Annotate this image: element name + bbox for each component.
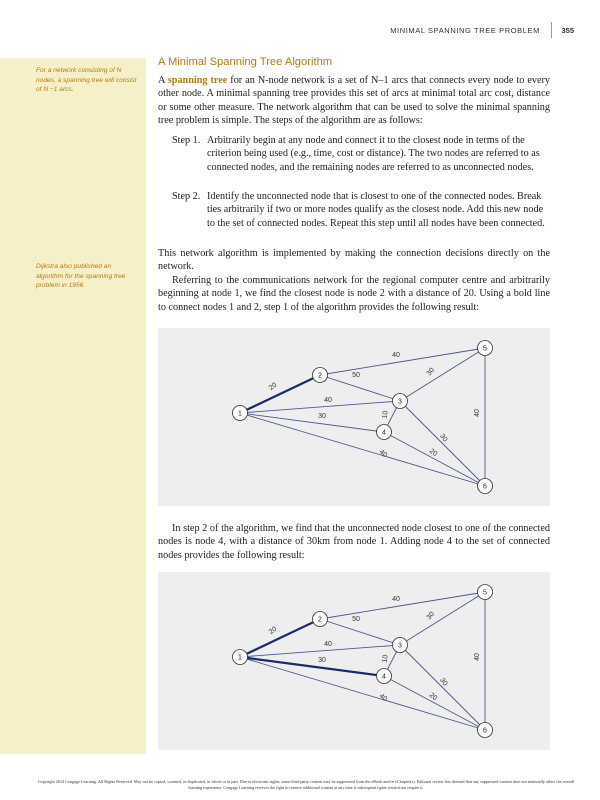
network-diagram-step1 — [158, 328, 550, 506]
node-label-6: 6 — [483, 727, 487, 735]
edge-1-2 — [240, 616, 322, 657]
node-label-3: 3 — [398, 642, 402, 650]
step-1-text: Arbitrarily begin at any node and connect it to the closest node in terms of the criterion being used (e.g., time, cost or distance). The two nodes are referred to as connected nodes, and the remaining nodes are referred to as unconnected nodes. — [207, 135, 540, 173]
margin-note-band-1 — [0, 58, 146, 754]
node-4 — [377, 425, 392, 440]
edge-2-3 — [318, 372, 400, 401]
edge-label-3-5: 30 — [425, 610, 437, 622]
network-diagram-step2 — [158, 572, 550, 750]
edge-3-5 — [400, 345, 487, 401]
paragraph-implementation: This network algorithm is implemented by making the connection decisions directly on the network. — [158, 248, 550, 273]
edge-label-1-2: 20 — [267, 625, 279, 636]
node-3 — [393, 394, 408, 409]
node-label-3: 3 — [398, 398, 402, 406]
node-5 — [478, 585, 493, 600]
margin-note-1: For a network consisting of N nodes, a spanning tree will consist of N −1 arcs. — [36, 67, 137, 93]
node-2 — [313, 612, 328, 627]
step-2 — [172, 190, 550, 230]
edge-label-3-5: 30 — [425, 366, 437, 378]
node-label-1: 1 — [238, 410, 242, 418]
node-label-6: 6 — [483, 483, 487, 491]
edge-1-4 — [238, 654, 384, 676]
intro-paragraph — [158, 74, 550, 128]
node-label-2: 2 — [318, 372, 322, 380]
intro-rest: for an N-node network is a set of N–1 arcs that connects every node to every other node. A minimal spanning tree provides this set of arcs at minimal total arc cost, distance or some other measure. The network algorithm that can be used to solve the minimal spanning tree problem is simple. The steps of the algorithm are as follows: — [158, 75, 551, 127]
edge-label-3-6: 30 — [438, 676, 449, 688]
edge-label-1-3: 40 — [324, 641, 332, 648]
edge-label-1-3: 40 — [324, 397, 332, 404]
node-5 — [478, 341, 493, 356]
edge-label-3-4: 10 — [381, 410, 390, 420]
edge-label-4-6: 20 — [427, 447, 439, 459]
edge-label-3-4: 10 — [381, 654, 390, 664]
node-1 — [233, 406, 248, 421]
edge-2-3 — [318, 616, 400, 645]
edge-label-2-5: 40 — [392, 596, 400, 603]
node-label-5: 5 — [483, 345, 487, 353]
copyright-footer: Copyright 2014 Cengage Learning. All Rights Reserved. May not be copied, scanned, or duplicated, in whole or in part. Due to electronic rights, some third party content may be suppressed from the eBook and/or eChapter(s). Editorial review has deemed that any suppressed content does not materially affect the overall learning experience. Cengage Learning reserves the right to remove additional content at any time if subsequent rights restrictions require it. — [37, 779, 575, 790]
edge-label-1-2: 20 — [267, 381, 279, 392]
paragraph-step1-intro: Referring to the communications network for the regional computer centre and arbitrarily beginning at node 1, we find the closest node is node 2 with a distance of 20. Using a bold line to connect nodes 1 and 2, step 1 of the algorithm provides the following result: — [158, 275, 550, 313]
edge-2-5 — [320, 589, 487, 619]
edge-label-3-6: 30 — [438, 432, 449, 444]
node-1 — [233, 650, 248, 665]
network-svg-step1 — [158, 328, 550, 506]
edge-2-5 — [320, 345, 487, 375]
edge-label-1-6: 40 — [377, 448, 389, 460]
intro-lead: A — [158, 75, 168, 86]
node-label-4: 4 — [382, 673, 386, 681]
running-header — [0, 22, 600, 42]
edge-label-1-4: 30 — [318, 413, 326, 420]
network-svg-step2 — [158, 572, 550, 750]
node-label-5: 5 — [483, 589, 487, 597]
step-2-text: Identify the unconnected node that is closest to one of the connected nodes. Break ties arbitrarily if two or more nodes qualify as the closest node. Add this new node to the set of connected nodes. Repeat this step until all nodes have been connected. — [207, 191, 545, 229]
edge-label-2-5: 40 — [392, 352, 400, 359]
edge-1-4 — [238, 410, 384, 432]
node-6 — [478, 723, 493, 738]
node-6 — [478, 479, 493, 494]
page-number: 355 — [561, 26, 574, 35]
step-2-label: Step 2. — [172, 191, 201, 202]
edge-label-1-4: 30 — [318, 657, 326, 664]
header-divider — [551, 22, 552, 38]
term-spanning-tree: spanning tree — [167, 75, 228, 86]
node-label-1: 1 — [238, 654, 242, 662]
node-label-4: 4 — [382, 429, 386, 437]
edge-label-1-6: 40 — [377, 692, 389, 704]
header-title: MINIMAL SPANNING TREE PROBLEM — [390, 26, 540, 35]
node-2 — [313, 368, 328, 383]
margin-note-2: Dijkstra also published an algorithm for the spanning tree problem in 1956. — [36, 263, 126, 289]
edge-label-5-6: 40 — [474, 653, 481, 661]
paragraph-step2-intro: In step 2 of the algorithm, we find that the unconnected node closest to one of the connected nodes is node 4, with a distance of 30km from node 1. Adding node 4 to the set of connected nodes provides the following result: — [158, 523, 550, 561]
step-1-label: Step 1. — [172, 135, 201, 146]
edge-label-5-6: 40 — [474, 409, 481, 417]
node-4 — [377, 669, 392, 684]
edge-1-2 — [240, 372, 322, 413]
section-title: A Minimal Spanning Tree Algorithm — [158, 56, 333, 68]
node-label-2: 2 — [318, 616, 322, 624]
step-1 — [172, 134, 550, 174]
node-3 — [393, 638, 408, 653]
edge-label-4-6: 20 — [427, 691, 439, 703]
edge-label-2-3: 50 — [352, 616, 360, 623]
edge-3-5 — [400, 589, 487, 645]
edge-label-2-3: 50 — [352, 372, 360, 379]
